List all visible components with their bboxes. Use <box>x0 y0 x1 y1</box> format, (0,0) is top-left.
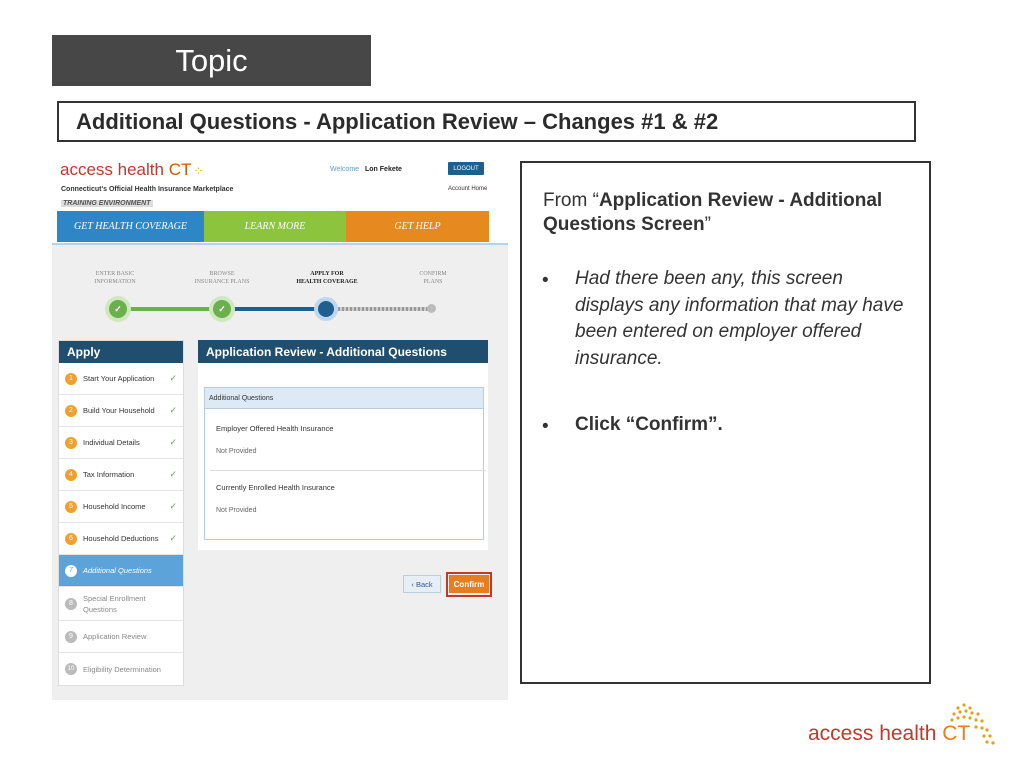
note-from-prefix: From “ <box>543 190 599 211</box>
check-icon: ✓ <box>169 404 177 415</box>
progress-track-current <box>222 307 326 311</box>
sidebar-item-special-enrollment <box>59 587 183 621</box>
step-number-badge: 3 <box>65 437 77 449</box>
check-icon: ✓ <box>169 532 177 543</box>
sidebar-item-label: Household Income <box>83 502 146 511</box>
welcome-message <box>330 166 402 173</box>
sidebar-item-start-application[interactable] <box>59 363 183 395</box>
step-number-badge: 9 <box>65 631 77 643</box>
nav-underline <box>52 243 508 245</box>
welcome-label: Welcome <box>330 166 360 173</box>
divider <box>210 470 486 471</box>
check-icon: ✓ <box>169 436 177 447</box>
sidebar-item-household-deductions[interactable] <box>59 523 183 555</box>
panel-title: Additional Questions <box>205 388 483 409</box>
instruction-panel <box>520 161 931 684</box>
bullet-1-text: Had there been any, this screen displays any information that may have been entered on employer offered insurance. <box>575 268 904 369</box>
main-nav <box>57 211 489 242</box>
sidebar-item-individual-details[interactable] <box>59 427 183 459</box>
sidebar-item-label: Special Enrollment Questions <box>83 593 146 614</box>
answer-current-insurance: Not Provided <box>216 507 257 514</box>
logo-burst-icon: ⁘ <box>193 164 204 178</box>
step-number-badge: 1 <box>65 373 77 385</box>
footer-logo <box>808 700 1018 752</box>
sidebar-item-build-household[interactable] <box>59 395 183 427</box>
user-name: Lon Fekete <box>365 166 402 173</box>
additional-questions-panel <box>204 387 484 540</box>
sidebar-item-label: Start Your Application <box>83 374 155 383</box>
sidebar-title: Apply <box>59 341 183 363</box>
progress-track-pending <box>326 307 432 311</box>
sidebar-item-eligibility-determination <box>59 653 183 685</box>
environment-label: TRAINING ENVIRONMENT <box>63 200 151 207</box>
note-from-screen-name: Application Review - Additional Questions Screen <box>543 190 883 235</box>
brand-logo <box>60 160 203 180</box>
progress-track-complete <box>118 307 222 311</box>
footer-brand-suffix: CT <box>942 722 971 745</box>
brand-suffix: CT <box>168 160 192 179</box>
sidebar-item-household-income[interactable] <box>59 491 183 523</box>
sidebar-item-tax-information[interactable] <box>59 459 183 491</box>
sidebar-item-additional-questions[interactable] <box>59 555 183 587</box>
logout-button[interactable]: LOGOUT <box>448 162 484 175</box>
sidebar-item-application-review <box>59 621 183 653</box>
sidebar-item-label: Additional Questions <box>83 566 152 575</box>
note-from <box>543 189 903 237</box>
sidebar-item-label: Application Review <box>83 632 147 641</box>
progress-step-3-label: APPLY FOR HEALTH COVERAGE <box>296 271 358 285</box>
sidebar-item-label: Build Your Household <box>83 406 155 415</box>
sidebar-item-label: Individual Details <box>83 438 140 447</box>
progress-step-2-label: BROWSE INSURANCE PLANS <box>194 271 250 285</box>
brand-name: access health <box>60 160 164 179</box>
sidebar-item-label: Tax Information <box>83 470 135 479</box>
footer-brand-name: access health <box>808 722 937 745</box>
bullet-icon: • <box>542 270 549 291</box>
check-icon: ✓ <box>169 372 177 383</box>
nav-learn-more[interactable]: LEARN MORE <box>204 211 346 242</box>
nav-get-health-coverage[interactable]: GET HEALTH COVERAGE <box>57 211 204 242</box>
apply-sidebar <box>58 340 184 686</box>
step-number-badge: 4 <box>65 469 77 481</box>
confirm-button[interactable]: Confirm <box>449 575 489 593</box>
topic-title: Topic <box>52 35 371 86</box>
step-number-badge: 8 <box>65 598 77 610</box>
check-icon: ✓ <box>169 468 177 479</box>
nav-get-help[interactable]: GET HELP <box>346 211 489 242</box>
slide-subtitle: Additional Questions - Application Review – Changes #1 & #2 <box>57 101 916 142</box>
check-icon: ✓ <box>169 500 177 511</box>
question-employer-insurance: Employer Offered Health Insurance <box>216 424 334 433</box>
review-card <box>198 340 488 550</box>
account-home-link[interactable]: Account Home <box>448 186 488 192</box>
review-card-title: Application Review - Additional Questions <box>198 340 488 363</box>
question-current-insurance: Currently Enrolled Health Insurance <box>216 483 335 492</box>
step-number-badge: 2 <box>65 405 77 417</box>
back-button[interactable]: ‹ Back <box>403 575 441 593</box>
step-pending-dot-icon <box>427 304 436 313</box>
step-number-badge: 10 <box>65 663 77 675</box>
bullet-icon: • <box>542 416 549 437</box>
progress-step-1-label: ENTER BASIC INFORMATION <box>94 271 136 285</box>
step-number-badge: 6 <box>65 533 77 545</box>
step-complete-check-icon: ✓ <box>109 300 127 318</box>
sidebar-item-label: Household Deductions <box>83 534 159 543</box>
site-header <box>52 154 508 245</box>
step-number-badge: 7 <box>65 565 77 577</box>
progress-step-4-label: CONFIRM PLANS <box>419 271 447 285</box>
step-complete-check-icon: ✓ <box>213 300 231 318</box>
app-screenshot <box>52 154 508 700</box>
sidebar-item-label: Eligibility Determination <box>83 664 161 674</box>
step-current-dot-icon <box>318 301 334 317</box>
bullet-2-text: Click “Confirm”. <box>575 414 723 435</box>
answer-employer-insurance: Not Provided <box>216 448 257 455</box>
site-tagline: Connecticut's Official Health Insurance Marketplace <box>61 186 234 193</box>
note-from-suffix: ” <box>704 214 711 235</box>
step-number-badge: 5 <box>65 501 77 513</box>
